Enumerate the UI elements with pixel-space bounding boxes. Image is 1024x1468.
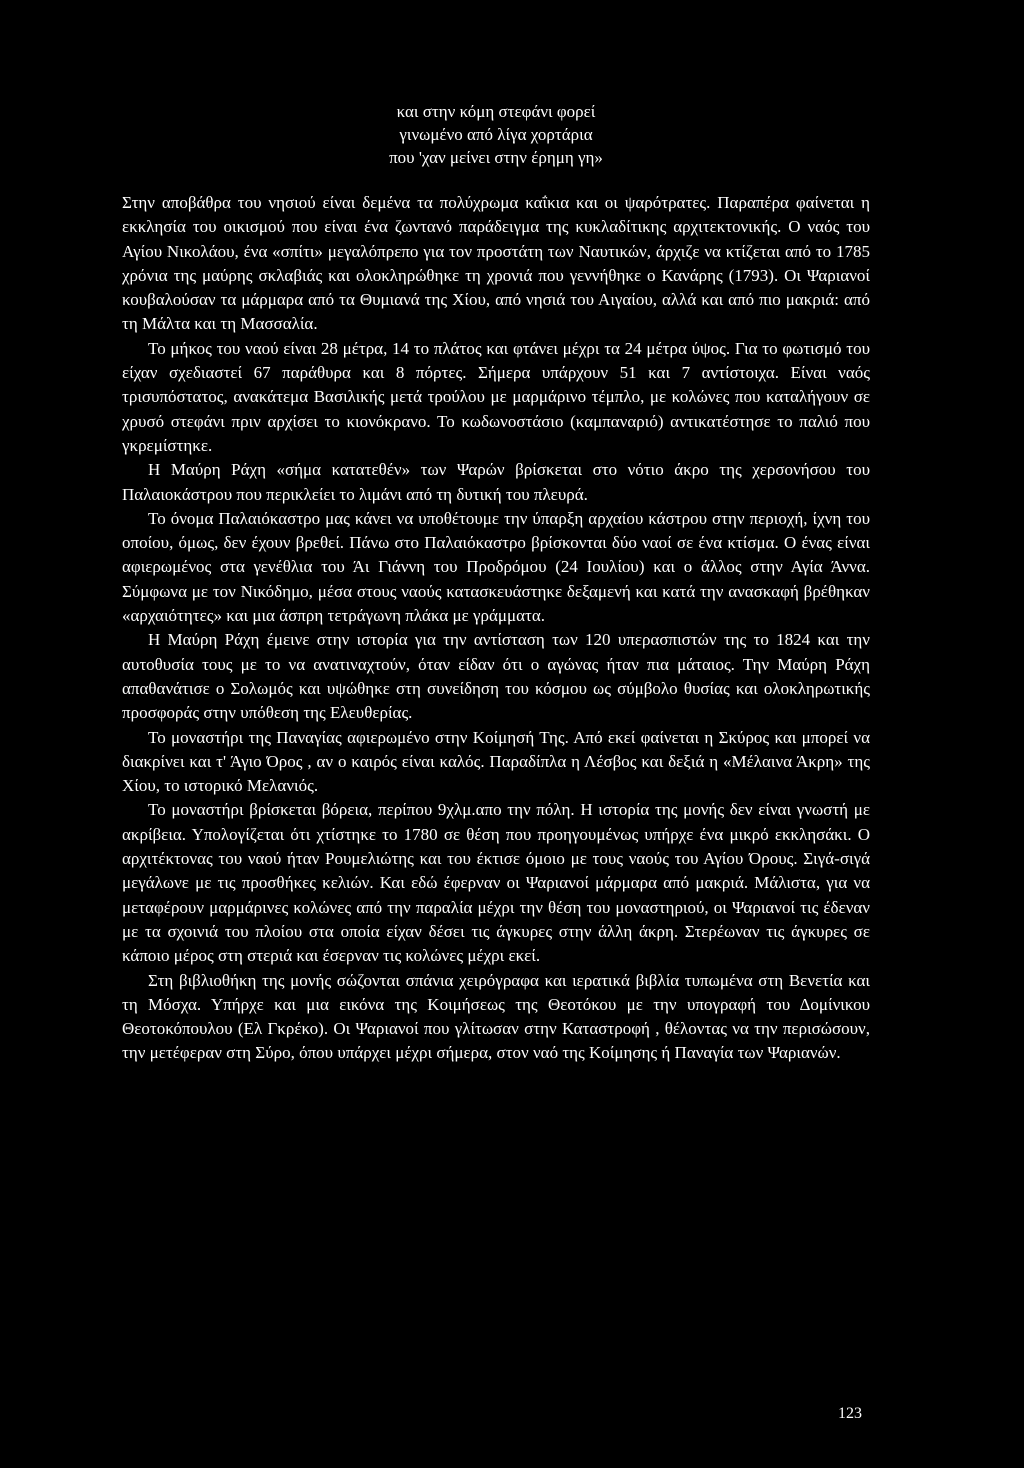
- paragraph: Η Μαύρη Ράχη έμεινε στην ιστορία για την αντίσταση των 120 υπερασπιστών της το 1824 και την αυτοθυσία τους με το να ανατιναχτούν, όταν είδαν ότι ο αγώνας ήταν πια μάταιος. Την Μαύρη Ράχη απαθανάτισε ο Σολωμός και υψώθηκε στη συνείδηση του κόσμου ως σύμβολο θυσίας και ολοκληρωτικής προσφοράς στην υπόθεση της Ελευθερίας.: [122, 630, 870, 723]
- poem-stanza: [122, 100, 870, 169]
- paragraph: Στην αποβάθρα του νησιού είναι δεμένα τα πολύχρωμα καΐκια και οι ψαρότρατες. Παραπέρα φαίνεται η εκκλησία του οικισμού που είναι ένα ζωντανό παράδειγμα της κυκλαδίτικης αρχιτεκτονικής. Ο ναός του Αγίου Νικολάου, ένα «σπίτι» μεγαλόπρεπο για τον προστάτη των Ναυτικών, άρχιζε να κτίζεται από το 1785 χρόνια της μαύρης σκλαβιάς και ολοκληρώθηκε τη χρονιά που γεννήθηκε ο Κανάρης (1793). Οι Ψαριανοί κουβαλούσαν τα μάρμαρα από τα Θυμιανά της Χίου, από νησιά του Αιγαίου, αλλά και από πιο μακριά: από τη Μάλτα και τη Μασσαλία.: [122, 193, 870, 334]
- page-number: 123: [838, 1405, 862, 1422]
- poem-line: γινωμένο από λίγα χορτάρια: [399, 125, 593, 144]
- poem-line: που 'χαν μείνει στην έρημη γη»: [389, 148, 603, 167]
- paragraph: Το μήκος του ναού είναι 28 μέτρα, 14 το πλάτος και φτάνει μέχρι τα 24 μέτρα ύψος. Για το φωτισμό του είχαν σχεδιαστεί 67 παράθυρα και 8 πόρτες. Σήμερα υπάρχουν 51 και 7 αντίστοιχα. Είναι ναός τρισυπόστατος, ανακάτεμα Βασιλικής μετά τρούλου με μαρμάρινο τέμπλο, με κολώνες που καταλήγουν σε χρυσό στεφάνι πριν αρχίσει το κιονόκρανο. Το κωδωνοστάσιο (καμπαναριό) αντικατέστησε το παλιό που γκρεμίστηκε.: [122, 338, 870, 455]
- paragraph: Η Μαύρη Ράχη «σήμα κατατεθέν» των Ψαρών βρίσκεται στο νότιο άκρο της χερσονήσου του Παλαιοκάστρου που περικλείει το λιμάνι από τη δυτική του πλευρά.: [122, 460, 870, 504]
- paragraph: Στη βιβλιοθήκη της μονής σώζονται σπάνια χειρόγραφα και ιερατικά βιβλία τυπωμένα στη Βενετία και τη Μόσχα. Υπήρχε και μια εικόνα της Κοιμήσεως της Θεοτόκου με την υπογραφή του Δομίνικου Θεοτοκόπουλου (Ελ Γκρέκο). Οι Ψαριανοί που γλίτωσαν στην Καταστροφή , θέλοντας να την περισώσουν, την μετέφεραν στη Σύρο, όπου υπάρχει μέχρι σήμερα, στον ναό της Κοίμησης ή Παναγία των Ψαριανών.: [122, 970, 870, 1063]
- poem-line: και στην κόμη στεφάνι φορεί: [396, 102, 596, 121]
- paragraph: Το μοναστήρι της Παναγίας αφιερωμένο στην Κοίμησή Της. Από εκεί φαίνεται η Σκύρος και μπορεί να διακρίνει και τ' Άγιο Όρος , αν ο καιρός είναι καλός. Παραδίπλα η Λέσβος και δεξιά η «Μέλαινα Άκρη» της Χίου, το ιστορικό Μελανιός.: [122, 727, 870, 796]
- paragraph: Το όνομα Παλαιόκαστρο μας κάνει να υποθέτουμε την ύπαρξη αρχαίου κάστρου στην περιοχή, ίχνη του οποίου, όμως, δεν έχουν βρεθεί. Πάνω στο Παλαιόκαστρο βρίσκονται δύο ναοί σε ένα κτίσμα. Ο ένας είναι αφιερωμένος στα γενέθλια του Άι Γιάννη του Προδρόμου (24 Ιουλίου) και ο άλλος στην Αγία Άννα. Σύμφωνα με τον Νικόδημο, μέσα στους ναούς κατασκευάστηκε δεξαμενή και κατά την ανασκαφή βρέθηκαν «αρχαιότητες» και μια άσπρη τετράγωνη πλάκα με γράμματα.: [122, 508, 870, 626]
- page-content: [122, 100, 870, 1066]
- body-text: [122, 191, 870, 1066]
- paragraph: Το μοναστήρι βρίσκεται βόρεια, περίπου 9χλμ.απο την πόλη. Η ιστορία της μονής δεν είναι γνωστή με ακρίβεια. Υπολογίζεται ότι χτίστηκε το 1780 σε θέση που προηγουμένως υπήρχε ένα μικρό εκκλησάκι. Ο αρχιτέκτονας του ναού ήταν Ρουμελιώτης και του έκτισε όμοιο με τους ναούς του Αγίου Όρους. Σιγά-σιγά μεγάλωνε με τις προσθήκες κελιών. Και εδώ έφερναν οι Ψαριανοί μάρμαρα από μακριά. Μάλιστα, για να μεταφέρουν μαρμάρινες κολώνες από την παραλία μέχρι την θέση του μοναστηριού, οι Ψαριανοί τις έδεναν με τα σχοινιά του πλοίου στα οποία είχαν δέσει τις άγκυρες στην άλλη άκρη. Στερέωναν τις άγκυρες σε κάποιο μέρος στη στεριά και έσερναν τις κολώνες μέχρι εκεί.: [122, 800, 870, 966]
